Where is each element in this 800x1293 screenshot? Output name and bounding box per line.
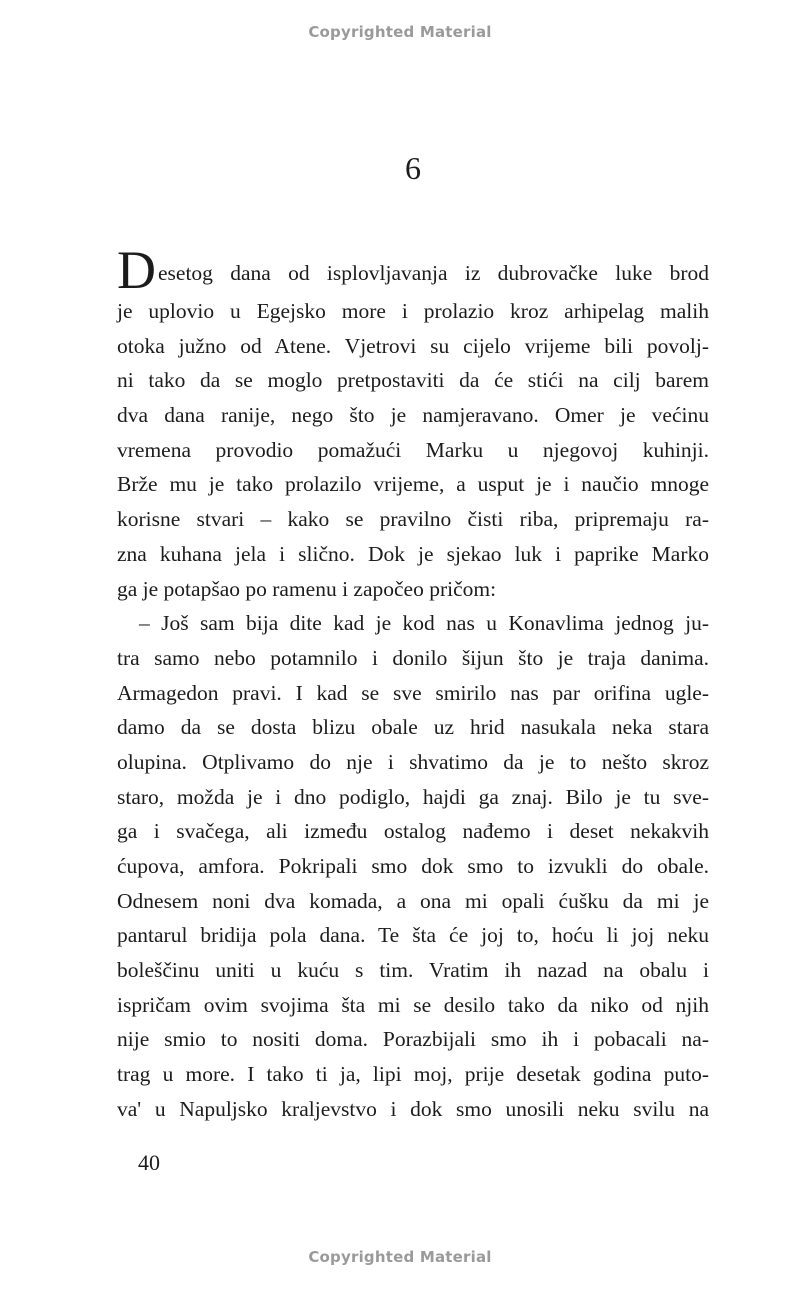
first-line-text: esetog dana od isplovljavanja iz dubrovačke luke brod [158,261,709,285]
text-line: – Još sam bija dite kad je kod nas u Konavlima jednog ju- [139,611,709,636]
text-line: nije smio to nositi doma. Porazbijali smo ih i pobacali na- [117,1027,709,1052]
first-line [117,240,709,300]
text-line: ni tako da se moglo pretpostaviti da će stići na cilj barem [117,368,709,393]
text-line: pantarul bridija pola dana. Te šta će joj to, hoću li joj neku [117,923,709,948]
text-line: olupina. Otplivamo do nje i shvatimo da je to nešto skroz [117,749,709,774]
text-line: je uplovio u Egejsko more i prolazio kroz arhipelag malih [117,299,709,323]
text-line: Odnesem noni dva komada, a ona mi opali ćušku da mi je [117,888,709,913]
page-number: 40 [138,1150,160,1175]
body-text [117,240,709,1127]
text-line: Brže mu je tako prolazilo vrijeme, a usput je i naučio mnoge [117,472,709,497]
text-line: otoka južno od Atene. Vjetrovi su cijelo vrijeme bili povolj- [117,333,709,358]
text-line: boleščinu uniti u kuću s tim. Vratim ih nazad na obalu i [117,958,709,983]
watermark-top: Copyrighted Material [308,23,492,41]
watermark-bottom: Copyrighted Material [308,1248,492,1266]
text-line: ćupova, amfora. Pokripali smo dok smo to izvukli do obale. [117,854,709,878]
text-line: ga i svačega, ali između ostalog nađemo i deset nekakvih [117,819,709,844]
text-line: staro, možda je i dno podiglo, hajdi ga znaj. Bilo je tu sve- [117,784,709,809]
text-line: ispričam ovim svojima šta mi se desilo tako da niko od njih [117,992,709,1017]
drop-cap: D [117,240,156,300]
text-line: vremena provodio pomažući Marku u njegovoj kuhinji. [117,437,709,462]
text-line: ga je potapšao po ramenu i započeo pričom: [117,576,497,601]
text-line: zna kuhana jela i slično. Dok je sjekao luk i paprike Marko [117,541,709,566]
text-line: va' u Napuljsko kraljevstvo i dok smo unosili neku svilu na [117,1096,709,1121]
text-line: trag u more. I tako ti ja, lipi moj, prije desetak godina puto- [117,1062,709,1087]
text-line: dva dana ranije, nego što je namjeravano. Omer je većinu [117,403,709,428]
text-line: Armagedon pravi. I kad se sve smirilo nas par orifina ugle- [117,680,709,705]
text-line: damo da se dosta blizu obale uz hrid nasukala neka stara [117,715,709,740]
text-line: tra samo nebo potamnilo i donilo šijun što je traja danima. [117,645,709,670]
text-line: korisne stvari – kako se pravilno čisti riba, pripremaju ra- [117,507,709,532]
chapter-number: 6 [405,150,421,186]
